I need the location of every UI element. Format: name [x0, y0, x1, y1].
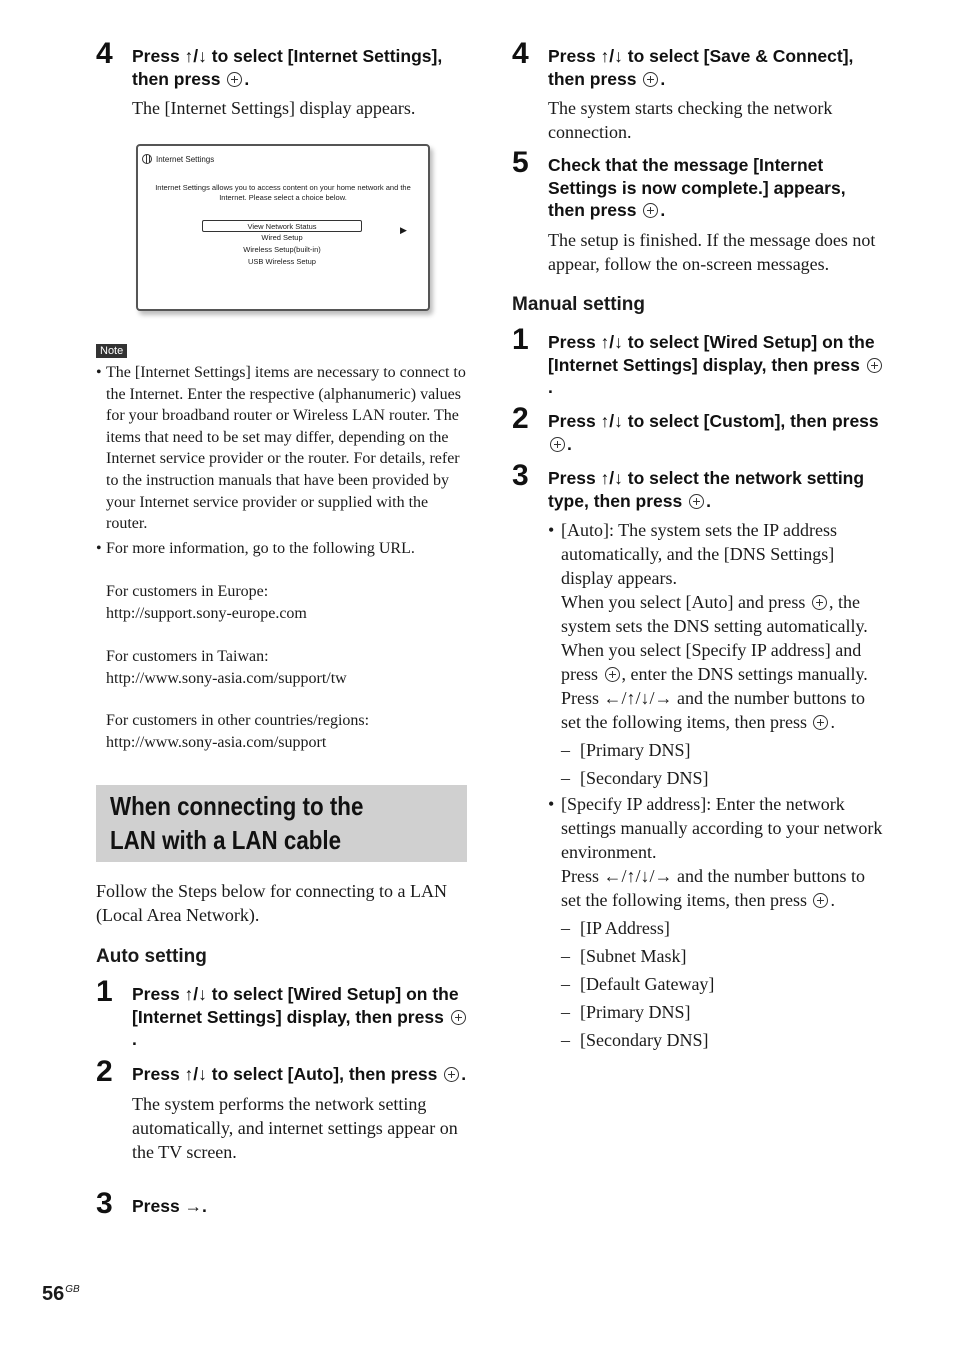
step-number: 1	[512, 323, 528, 356]
auto-step-3	[96, 1187, 468, 1220]
step-number: 3	[512, 459, 528, 492]
europe-link[interactable]: http://support.sony-europe.com	[106, 604, 307, 622]
auto-step-2	[96, 1055, 468, 1164]
step-number: 1	[96, 975, 112, 1008]
list-item: – [IP Address]	[561, 918, 670, 938]
enter-button-icon	[813, 893, 828, 908]
list-item: – [Default Gateway]	[561, 974, 715, 994]
europe-url-block: For customers in Europe: http://support.sony-europe.com	[106, 581, 466, 624]
screen-menu	[202, 220, 362, 268]
enter-button-icon	[451, 1010, 466, 1025]
screen-title: Internet Settings	[156, 155, 215, 164]
specify-ip-bullet: • [Specify IP address]: Enter the network settings manually according to your network environment. Press ←/↑/↓/→ and the number buttons to set the following items, then press .	[548, 794, 883, 910]
taiwan-link[interactable]: http://www.sony-asia.com/support/tw	[106, 669, 347, 687]
note-item: • For more information, go to the following URL.	[96, 539, 415, 557]
step-number: 4	[512, 37, 528, 70]
enter-button-icon	[605, 667, 620, 682]
menu-item-wired-setup[interactable]: Wired Setup	[261, 233, 303, 242]
note-list	[96, 362, 468, 559]
step-heading: Press ↑/↓ to select [Save & Connect], then press .	[548, 46, 854, 89]
step-heading: Press ↑/↓ to select [Internet Settings], then press .	[132, 46, 443, 89]
section-header	[96, 785, 467, 862]
step-body: The [Internet Settings] display appears.	[132, 98, 416, 118]
other-link[interactable]: http://www.sony-asia.com/support	[106, 733, 327, 751]
step-heading: Press ↑/↓ to select the network setting type, then press .	[548, 468, 865, 511]
step-heading: Press ↑/↓ to select [Custom], then press .	[548, 411, 879, 454]
enter-button-icon	[643, 203, 658, 218]
menu-item-usb-wireless-setup[interactable]: USB Wireless Setup	[248, 257, 316, 266]
enter-button-icon	[550, 437, 565, 452]
step-heading: Press ↑/↓ to select [Wired Setup] on the [Internet Settings] display, then press .	[132, 983, 468, 1051]
menu-item-view-network-status[interactable]: View Network Status	[202, 220, 362, 232]
menu-item-wireless-setup[interactable]: Wireless Setup(built-in)	[243, 245, 321, 254]
enter-button-icon	[227, 72, 242, 87]
list-item: – [Secondary DNS]	[561, 768, 709, 788]
intro-paragraph: Follow the Steps below for connecting to a LAN (Local Area Network).	[96, 881, 447, 925]
step-5-check-message	[512, 146, 884, 276]
enter-button-icon	[689, 494, 704, 509]
step-heading: Press ↑/↓ to select [Wired Setup] on the [Internet Settings] display, then press .	[548, 331, 884, 399]
step-number: 2	[96, 1055, 112, 1088]
auto-option-bullet: • [Auto]: The system sets the IP address automatically, and the [DNS Settings] display appears. When you select [Auto] and press , the system sets the DNS setting automatically. When you select [Specify IP address] and press , enter the DNS settings manually. Press ←/↑/↓/→ and the number buttons to set the following items, then press .	[548, 520, 868, 732]
list-item: – [Secondary DNS]	[561, 1030, 709, 1050]
manual-step-3	[512, 459, 884, 1052]
auto-setting-heading: Auto setting	[96, 946, 207, 967]
step-number: 4	[96, 37, 112, 70]
step-number: 2	[512, 402, 528, 435]
step-heading: Press →.	[132, 1196, 207, 1216]
step-body: The system starts checking the network connection.	[548, 98, 833, 142]
enter-button-icon	[643, 72, 658, 87]
enter-button-icon	[812, 595, 827, 610]
list-item: – [Primary DNS]	[561, 740, 691, 760]
step-body: The system performs the network setting automatically, and internet settings appear on the TV screen.	[132, 1093, 458, 1162]
step-heading: Check that the message [Internet Settings is now complete.] appears, then press .	[548, 155, 846, 220]
note-item: • The [Internet Settings] items are necessary to connect to the Internet. Enter the respective (alphanumeric) values for your broadband router or Wireless LAN router. The items that need to be set may differ, depending on the Internet service provider or the router. For details, refer to the instruction manuals that have been provided by your Internet service provider or supplied with the router.	[96, 364, 466, 533]
page-number: $56^{GB}$	[42, 1283, 80, 1305]
globe-icon	[142, 154, 152, 164]
manual-step-2	[512, 402, 884, 455]
manual-setting-heading: Manual setting	[512, 294, 646, 315]
right-arrow-icon: ▶	[400, 225, 407, 235]
step-number: 5	[512, 146, 528, 179]
enter-button-icon	[444, 1067, 459, 1082]
section-title: When connecting to the LAN with a LAN cable	[110, 791, 364, 855]
auto-step-1	[96, 975, 468, 1051]
list-item: – [Subnet Mask]	[561, 946, 687, 966]
step-body	[548, 518, 884, 1052]
manual-step-1	[512, 323, 884, 399]
screen-description: Internet Settings allows you to access content on your home network and the Internet. Please select a choice below.	[155, 183, 411, 202]
step-4-internet-settings	[96, 37, 468, 120]
list-item: – [Primary DNS]	[561, 1002, 691, 1022]
enter-button-icon	[813, 715, 828, 730]
step-heading: Press ↑/↓ to select [Auto], then press .	[132, 1064, 467, 1084]
taiwan-url-block: For customers in Taiwan: http://www.sony-asia.com/support/tw	[106, 646, 466, 689]
step-number: 3	[96, 1187, 112, 1220]
step-4-save-connect	[512, 37, 884, 144]
note-badge: Note	[96, 344, 127, 358]
other-url-block: For customers in other countries/regions: http://www.sony-asia.com/support	[106, 710, 466, 753]
enter-button-icon	[867, 358, 882, 373]
step-body: The setup is finished. If the message does not appear, follow the on-screen messages.	[548, 229, 876, 274]
internet-settings-screen	[136, 144, 430, 311]
